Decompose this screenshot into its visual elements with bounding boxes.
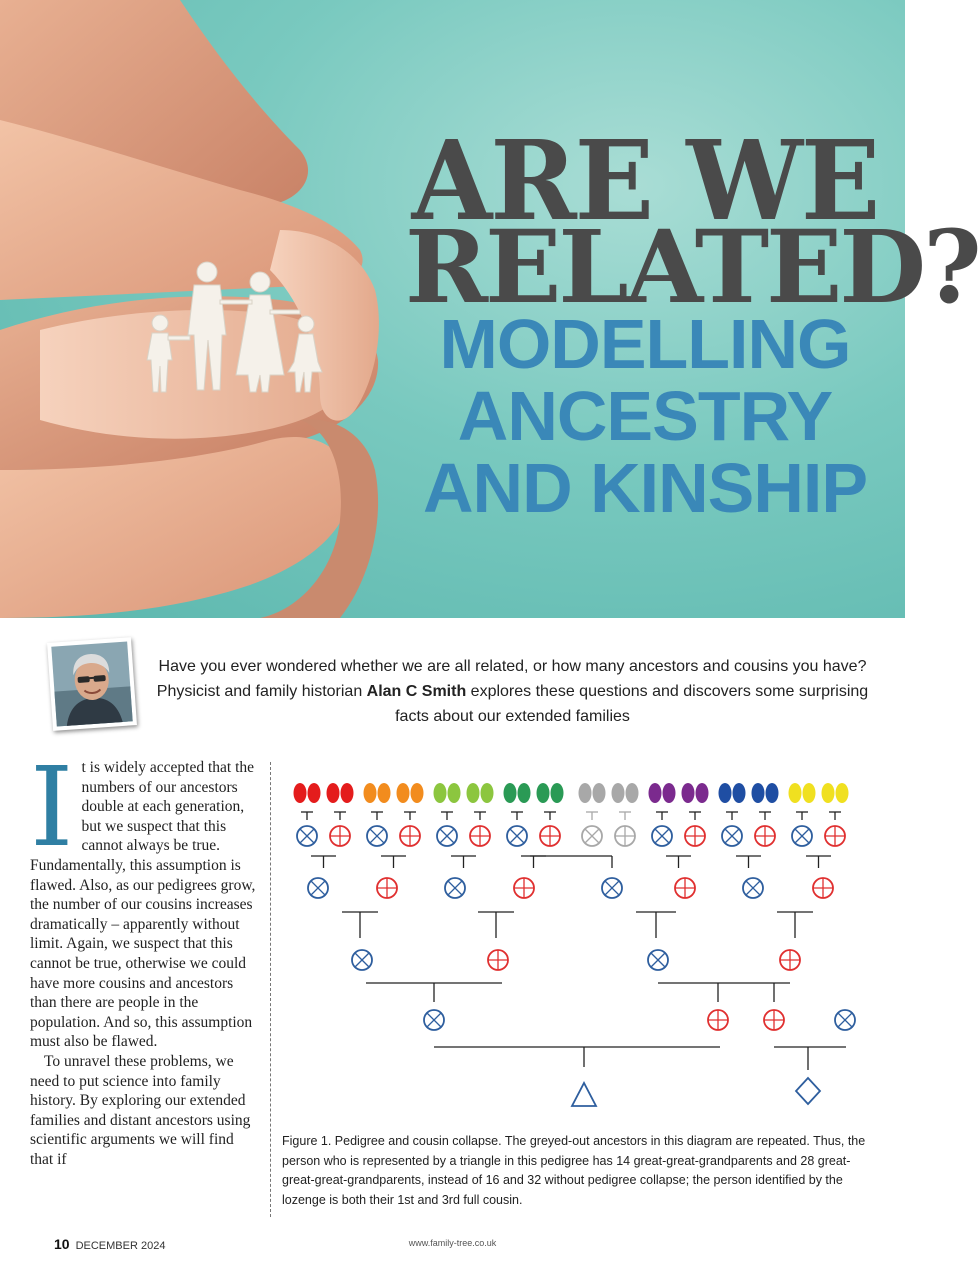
ancestor-oval bbox=[448, 783, 461, 803]
column-divider bbox=[270, 762, 271, 1217]
ancestor-oval bbox=[294, 783, 307, 803]
body-paragraph-2: To unravel these problems, we need to put science into family history. By exploring our extended families and distant ancestors using scientific arguments we will find that if bbox=[30, 1052, 251, 1168]
ancestor-oval bbox=[752, 783, 765, 803]
article-body bbox=[30, 743, 258, 1169]
author-portrait-illustration bbox=[51, 641, 132, 726]
page-number: 10 bbox=[54, 1236, 70, 1252]
standfirst-text: Have you ever wondered whether we are all related, or how many ancestors and cousins you have? Physicist and family historian bbox=[156, 658, 867, 700]
standfirst bbox=[150, 654, 875, 729]
ancestor-oval bbox=[649, 783, 662, 803]
subtitle-line-1: MODELLING bbox=[439, 305, 851, 383]
ancestor-oval bbox=[682, 783, 695, 803]
ancestor-oval bbox=[836, 783, 849, 803]
ancestor-oval bbox=[308, 783, 321, 803]
lozenge-person-symbol bbox=[796, 1078, 820, 1104]
ancestor-oval bbox=[696, 783, 709, 803]
ancestor-oval bbox=[481, 783, 494, 803]
figure-caption: Figure 1. Pedigree and cousin collapse. The greyed-out ancestors in this diagram are repeated. Thus, the person who is represented by a triangle in this pedigree has 14 great-great-grandparents and 28 great-great-great-grandparents, instead of 16 and 32 without pedigree collapse; the person identified by the lozenge is both their 1st and 3rd full cousin. bbox=[282, 1134, 866, 1207]
ancestor-oval bbox=[537, 783, 550, 803]
ancestor-oval bbox=[327, 783, 340, 803]
ancestor-oval bbox=[612, 783, 625, 803]
issue-date: DECEMBER 2024 bbox=[75, 1240, 166, 1252]
ancestor-oval bbox=[467, 783, 480, 803]
ancestor-oval bbox=[434, 783, 447, 803]
ancestor-oval bbox=[378, 783, 391, 803]
body-paragraph-1: t is widely accepted that the numbers of our ancestors double at each generation, but we suspect that this cannot always be true. Fundamentally, this assumption is flawed. Also, as our pedigrees grow, the number of our cousins increases dramatically – apparently without limit. Again, we suspect that this cannot be true, otherwise we could have more cousins and ancestors than there are people in the population. And so, this assumption must also be flawed. bbox=[30, 759, 256, 1051]
author-photo bbox=[47, 637, 137, 731]
title-line-1: ARE WE bbox=[411, 115, 879, 246]
ancestor-oval bbox=[663, 783, 676, 803]
ancestor-oval bbox=[397, 783, 410, 803]
pedigree-diagram bbox=[280, 770, 880, 1115]
ancestor-oval bbox=[504, 783, 517, 803]
ancestor-oval bbox=[593, 783, 606, 803]
ancestor-oval bbox=[411, 783, 424, 803]
author-name: Alan C Smith bbox=[366, 683, 467, 700]
ancestor-oval bbox=[551, 783, 564, 803]
ancestor-oval bbox=[803, 783, 816, 803]
triangle-person-symbol bbox=[572, 1083, 596, 1106]
ancestor-oval bbox=[766, 783, 779, 803]
ancestor-oval bbox=[518, 783, 531, 803]
standfirst-text-end: explores these questions and discovers some surprising facts about our extended families bbox=[395, 683, 869, 725]
title-line-2: RELATED? bbox=[405, 208, 979, 326]
ancestor-oval bbox=[719, 783, 732, 803]
ancestor-oval bbox=[733, 783, 746, 803]
ancestor-oval bbox=[579, 783, 592, 803]
subtitle-line-2: ANCESTRY bbox=[457, 377, 833, 455]
ancestor-oval bbox=[822, 783, 835, 803]
hero-image bbox=[0, 0, 979, 618]
ancestor-oval bbox=[364, 783, 377, 803]
ancestor-oval bbox=[626, 783, 639, 803]
subtitle-line-3: AND KINSHIP bbox=[422, 449, 868, 527]
drop-cap: I bbox=[30, 743, 74, 871]
ancestor-oval bbox=[341, 783, 354, 803]
ancestor-oval bbox=[789, 783, 802, 803]
footer-url: www.family-tree.co.uk bbox=[408, 1238, 497, 1248]
